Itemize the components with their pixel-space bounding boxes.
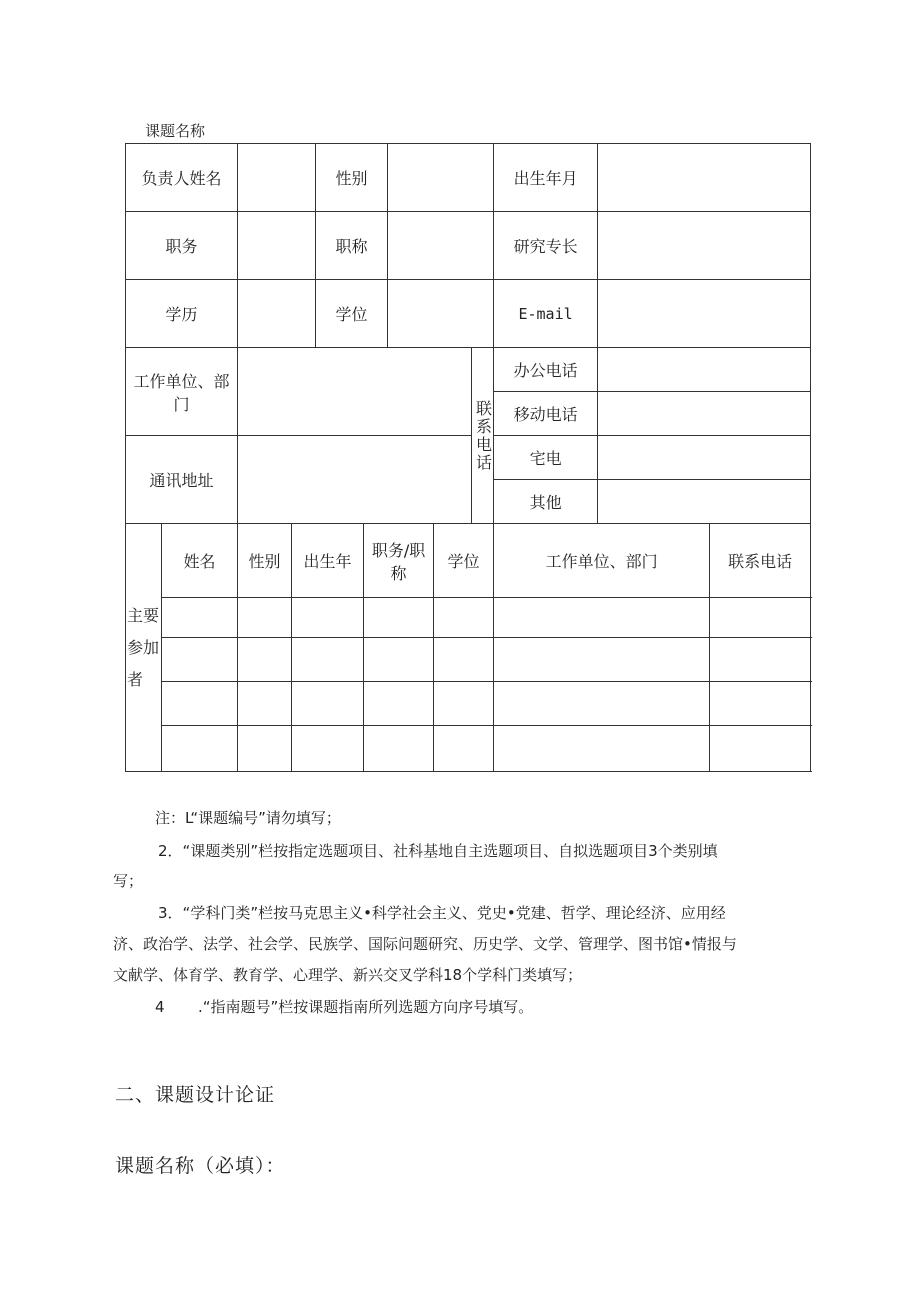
birth-cell[interactable]	[598, 144, 811, 212]
participant-cell[interactable]	[292, 598, 364, 638]
email-cell[interactable]	[598, 280, 811, 348]
other-phone-cell[interactable]	[598, 480, 811, 524]
gender-label: 性别	[316, 144, 388, 212]
expertise-label: 研究专长	[494, 212, 598, 280]
participant-cell[interactable]	[494, 726, 710, 772]
person-name-label: 负责人姓名	[126, 144, 238, 212]
note-3-line-1: 3．“学科门类”栏按马克思主义•科学社会主义、党史•党建、哲学、理论经济、应用经	[158, 904, 726, 922]
note-4-number: 4	[155, 998, 165, 1016]
participant-cell[interactable]	[292, 638, 364, 682]
participant-cell[interactable]	[434, 682, 494, 726]
participant-header-work-unit: 工作单位、部门	[494, 524, 710, 598]
email-label: E-mail	[494, 280, 598, 348]
participant-cell[interactable]	[494, 598, 710, 638]
participant-cell[interactable]	[434, 726, 494, 772]
participant-cell[interactable]	[162, 726, 238, 772]
participant-cell[interactable]	[162, 682, 238, 726]
participant-header-gender: 性别	[238, 524, 292, 598]
participant-cell[interactable]	[364, 726, 434, 772]
participant-cell[interactable]	[292, 726, 364, 772]
project-name-required-label: 课题名称（必填）：	[115, 1155, 286, 1177]
title-label: 职称	[316, 212, 388, 280]
office-phone-label: 办公电话	[494, 348, 598, 392]
participant-cell[interactable]	[162, 598, 238, 638]
participant-row	[126, 638, 811, 682]
participant-header-phone: 联系电话	[710, 524, 811, 598]
note-3-line-3: 文献学、体育学、教育学、心理学、新兴交叉学科18个学科门类填写；	[113, 966, 583, 984]
participant-row	[126, 682, 811, 726]
degree-cell[interactable]	[388, 280, 494, 348]
participant-header-name: 姓名	[162, 524, 238, 598]
duty-label: 职务	[126, 212, 238, 280]
home-phone-label: 宅电	[494, 436, 598, 480]
other-phone-label: 其他	[494, 480, 598, 524]
home-phone-cell[interactable]	[598, 436, 811, 480]
note-4-text: .“指南题号”栏按课题指南所列选题方向序号填写。	[198, 998, 534, 1016]
participant-cell[interactable]	[238, 638, 292, 682]
participant-cell[interactable]	[494, 682, 710, 726]
project-name-caption: 课题名称	[145, 122, 206, 140]
note-2-line-2: 写；	[113, 872, 144, 890]
expertise-cell[interactable]	[598, 212, 811, 280]
applicant-info-table	[125, 143, 811, 772]
duty-cell[interactable]	[238, 212, 316, 280]
note-1: 注：L“课题编号”请勿填写；	[155, 809, 341, 827]
participants-label: 主要 参加 者	[126, 524, 162, 772]
participant-cell[interactable]	[494, 638, 710, 682]
participant-cell[interactable]	[292, 682, 364, 726]
participant-row	[126, 726, 811, 772]
mobile-phone-cell[interactable]	[598, 392, 811, 436]
title-cell[interactable]	[388, 212, 494, 280]
participant-cell[interactable]	[364, 682, 434, 726]
gender-cell[interactable]	[388, 144, 494, 212]
education-label: 学历	[126, 280, 238, 348]
participant-header-degree: 学位	[434, 524, 494, 598]
participant-header-duty-title: 职务/职称	[364, 524, 434, 598]
participant-cell[interactable]	[434, 638, 494, 682]
work-unit-label: 工作单位、部门	[126, 348, 238, 436]
participant-cell[interactable]	[364, 598, 434, 638]
participant-cell[interactable]	[364, 638, 434, 682]
birth-label: 出生年月	[494, 144, 598, 212]
degree-label: 学位	[316, 280, 388, 348]
note-2-line-1: 2．“课题类别”栏按指定选题项目、社科基地自主选题项目、自拟选题项目3个类别填	[158, 842, 718, 860]
participant-cell[interactable]	[710, 726, 811, 772]
note-3-line-2: 济、政治学、法学、社会学、民族学、国际问题研究、历史学、文学、管理学、图书馆•情报与	[113, 935, 737, 953]
mobile-phone-label: 移动电话	[494, 392, 598, 436]
address-cell[interactable]	[238, 436, 472, 524]
participant-cell[interactable]	[238, 598, 292, 638]
participant-cell[interactable]	[238, 726, 292, 772]
section-heading: 二、课题设计论证	[115, 1084, 276, 1106]
participant-header-birth: 出生年	[292, 524, 364, 598]
participant-cell[interactable]	[434, 598, 494, 638]
participant-cell[interactable]	[710, 638, 811, 682]
participant-cell[interactable]	[238, 682, 292, 726]
address-label: 通讯地址	[126, 436, 238, 524]
participant-row	[126, 598, 811, 638]
work-unit-cell[interactable]	[238, 348, 472, 436]
contact-phone-label: 联系电话	[472, 348, 494, 524]
education-cell[interactable]	[238, 280, 316, 348]
participant-cell[interactable]	[710, 598, 811, 638]
office-phone-cell[interactable]	[598, 348, 811, 392]
participant-cell[interactable]	[162, 638, 238, 682]
participant-cell[interactable]	[710, 682, 811, 726]
person-name-cell[interactable]	[238, 144, 316, 212]
